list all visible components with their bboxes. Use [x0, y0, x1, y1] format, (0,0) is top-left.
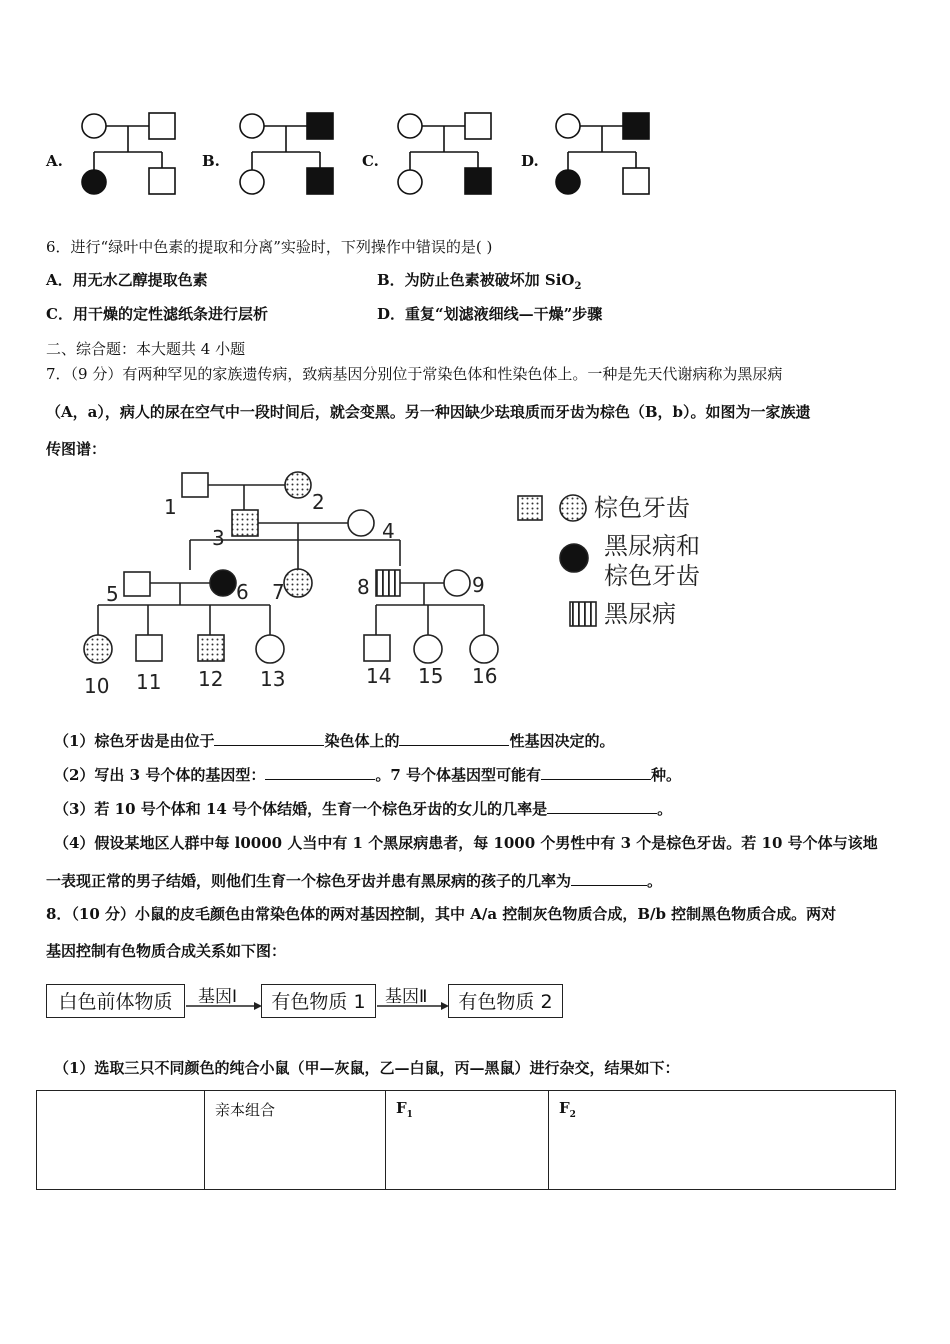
pedigree-number: 11	[136, 670, 162, 694]
pedigree-number: 3	[212, 526, 225, 550]
legend-alk-label: 黑尿病	[604, 600, 676, 628]
q7-sub1	[54, 729, 614, 751]
flow-gene-2-label: 基因Ⅱ	[385, 987, 428, 1007]
pedigree-individual-16	[470, 635, 498, 663]
q6-stem: 6．进行“绿叶中色素的提取和分离”实验时，下列操作中错误的是( )	[46, 238, 493, 256]
legend-brown-square	[518, 496, 542, 520]
flow-box-white-precursor: 白色前体物质	[46, 984, 185, 1018]
q7-sub2-text-c: 种。	[651, 766, 682, 784]
flow-box-pigment-2: 有色物质 2	[448, 984, 563, 1018]
table-row	[37, 1091, 896, 1190]
table-header-f2: F	[559, 1099, 570, 1117]
q7-sub2-text-a: （2）写出 3 号个体的基因型：	[54, 766, 266, 784]
option-c-pedigree	[394, 106, 498, 202]
pedigree-number: 1	[164, 495, 177, 519]
answer-blank[interactable]	[214, 729, 324, 746]
pedigree-individual-11	[136, 635, 162, 661]
pedigree-number: 6	[236, 580, 249, 604]
answer-blank[interactable]	[541, 763, 651, 780]
q7-sub4-text-b: 。	[647, 872, 663, 890]
pedigree-individual-5	[124, 572, 150, 596]
family-pedigree	[80, 462, 520, 698]
answer-blank[interactable]	[399, 729, 509, 746]
pedigree-legend	[510, 486, 740, 636]
answer-blank[interactable]	[571, 869, 647, 886]
legend-alk-square	[570, 602, 596, 626]
q6-option-b	[377, 270, 581, 297]
q6-option-d: D．重复“划滤液细线—干燥”步骤	[377, 305, 603, 323]
option-d-label: D.	[521, 152, 539, 170]
q7-sub4-line2	[46, 869, 662, 891]
option-b-pedigree	[236, 106, 340, 202]
q7-sub4-line1: （4）假设某地区人群中每 l0000 人当中有 1 个黑尿病患者，每 1000 个男性中有 3 个是棕色牙齿。若 10 号个体与该地	[54, 834, 878, 852]
option-c-label: C.	[362, 152, 379, 170]
pedigree-individual-6	[210, 570, 236, 596]
pedigree-individual-4	[348, 510, 374, 536]
table-header-f1-sub: 1	[406, 1110, 413, 1120]
pedigree-individual-3	[232, 510, 258, 536]
pedigree-number: 10	[84, 674, 110, 698]
option-a-label: A.	[46, 152, 63, 170]
flow-gene-1-label: 基因Ⅰ	[198, 987, 238, 1007]
q7-sub3-text-b: 。	[657, 800, 673, 818]
q7-sub1-text-b: 染色体上的	[324, 732, 400, 750]
q7-sub3	[54, 797, 672, 819]
pedigree-number: 13	[260, 667, 286, 691]
pedigree-individual-12	[198, 635, 224, 661]
legend-both-label-1: 黑尿病和	[604, 532, 700, 560]
q7-sub1-text-a: （1）棕色牙齿是由位于	[54, 732, 215, 750]
pedigree-number: 9	[472, 573, 485, 597]
cross-results-table	[36, 1090, 896, 1190]
option-a-pedigree	[78, 106, 182, 202]
pedigree-individual-9	[444, 570, 470, 596]
q7-sub2-text-b: 。7 号个体基因型可能有	[375, 766, 541, 784]
table-header-cell: 亲本组合	[205, 1091, 386, 1190]
q6-option-c: C．用干燥的定性滤纸条进行层析	[46, 305, 268, 323]
pedigree-number: 16	[472, 664, 498, 688]
answer-blank[interactable]	[265, 763, 375, 780]
table-header-f2-sub: 2	[569, 1110, 576, 1120]
pedigree-number: 8	[357, 575, 370, 599]
flow-box-pigment-1: 有色物质 1	[261, 984, 376, 1018]
pedigree-individual-15	[414, 635, 442, 663]
option-b-label: B.	[202, 152, 220, 170]
legend-brown-circle	[560, 495, 586, 521]
pedigree-individual-14	[364, 635, 390, 661]
legend-both-circle	[560, 544, 588, 572]
q7-sub2	[54, 763, 681, 785]
table-header-cell	[549, 1091, 896, 1190]
table-header-cell	[37, 1091, 205, 1190]
pedigree-number: 15	[418, 664, 444, 688]
flow-arrow-1	[186, 1000, 262, 1012]
pedigree-individual-1	[182, 473, 208, 497]
q7-line1: 7．（9 分）有两种罕见的家族遗传病，致病基因分别位于常染色体和性染色体上。一种是先天代谢病称为黑尿病	[46, 365, 783, 383]
legend-brown-label: 棕色牙齿	[594, 494, 690, 522]
pedigree-number: 4	[382, 519, 395, 543]
q6-option-b-text: B．为防止色素被破坏加 SiO	[377, 271, 575, 289]
answer-blank[interactable]	[547, 797, 657, 814]
pedigree-individual-2	[285, 472, 311, 498]
q8-line1: 8．（10 分）小鼠的皮毛颜色由常染色体的两对基因控制，其中 A/a 控制灰色物质合成，B/b 控制黑色物质合成。两对	[46, 905, 837, 923]
pedigree-number: 2	[312, 490, 325, 514]
pedigree-number: 5	[106, 582, 119, 606]
table-header-cell	[386, 1091, 549, 1190]
q6-option-b-sub: 2	[574, 281, 582, 292]
table-header-f1: F	[396, 1099, 407, 1117]
option-d-pedigree	[552, 106, 656, 202]
q6-option-a: A．用无水乙醇提取色素	[46, 271, 208, 289]
pedigree-individual-13	[256, 635, 284, 663]
pedigree-individual-10	[84, 635, 112, 663]
section-heading: 二、综合题：本大题共 4 小题	[46, 340, 246, 358]
q7-sub1-text-c: 性基因决定的。	[509, 732, 615, 750]
q7-line3: 传图谱：	[46, 440, 107, 458]
q7-line2: （A，a），病人的尿在空气中一段时间后，就会变黑。另一种因缺少珐琅质而牙齿为棕色（B，b）。如图为一家族遗	[46, 403, 811, 421]
pedigree-number: 12	[198, 667, 224, 691]
q8-sub1: （1）选取三只不同颜色的纯合小鼠（甲—灰鼠，乙—白鼠，丙—黑鼠）进行杂交，结果如下：	[54, 1059, 680, 1077]
pedigree-number: 14	[366, 664, 392, 688]
q7-sub4-text-a: 一表现正常的男子结婚，则他们生育一个棕色牙齿并患有黑尿病的孩子的几率为	[46, 872, 572, 890]
q8-line2: 基因控制有色物质合成关系如下图：	[46, 942, 287, 960]
pedigree-individual-8	[376, 570, 400, 596]
pedigree-number: 7	[272, 580, 285, 604]
pedigree-individual-7	[284, 569, 312, 597]
flow-arrow-2	[377, 1000, 449, 1012]
q7-sub3-text-a: （3）若 10 号个体和 14 号个体结婚，生育一个棕色牙齿的女儿的几率是	[54, 800, 548, 818]
legend-both-label-2: 棕色牙齿	[604, 562, 700, 590]
